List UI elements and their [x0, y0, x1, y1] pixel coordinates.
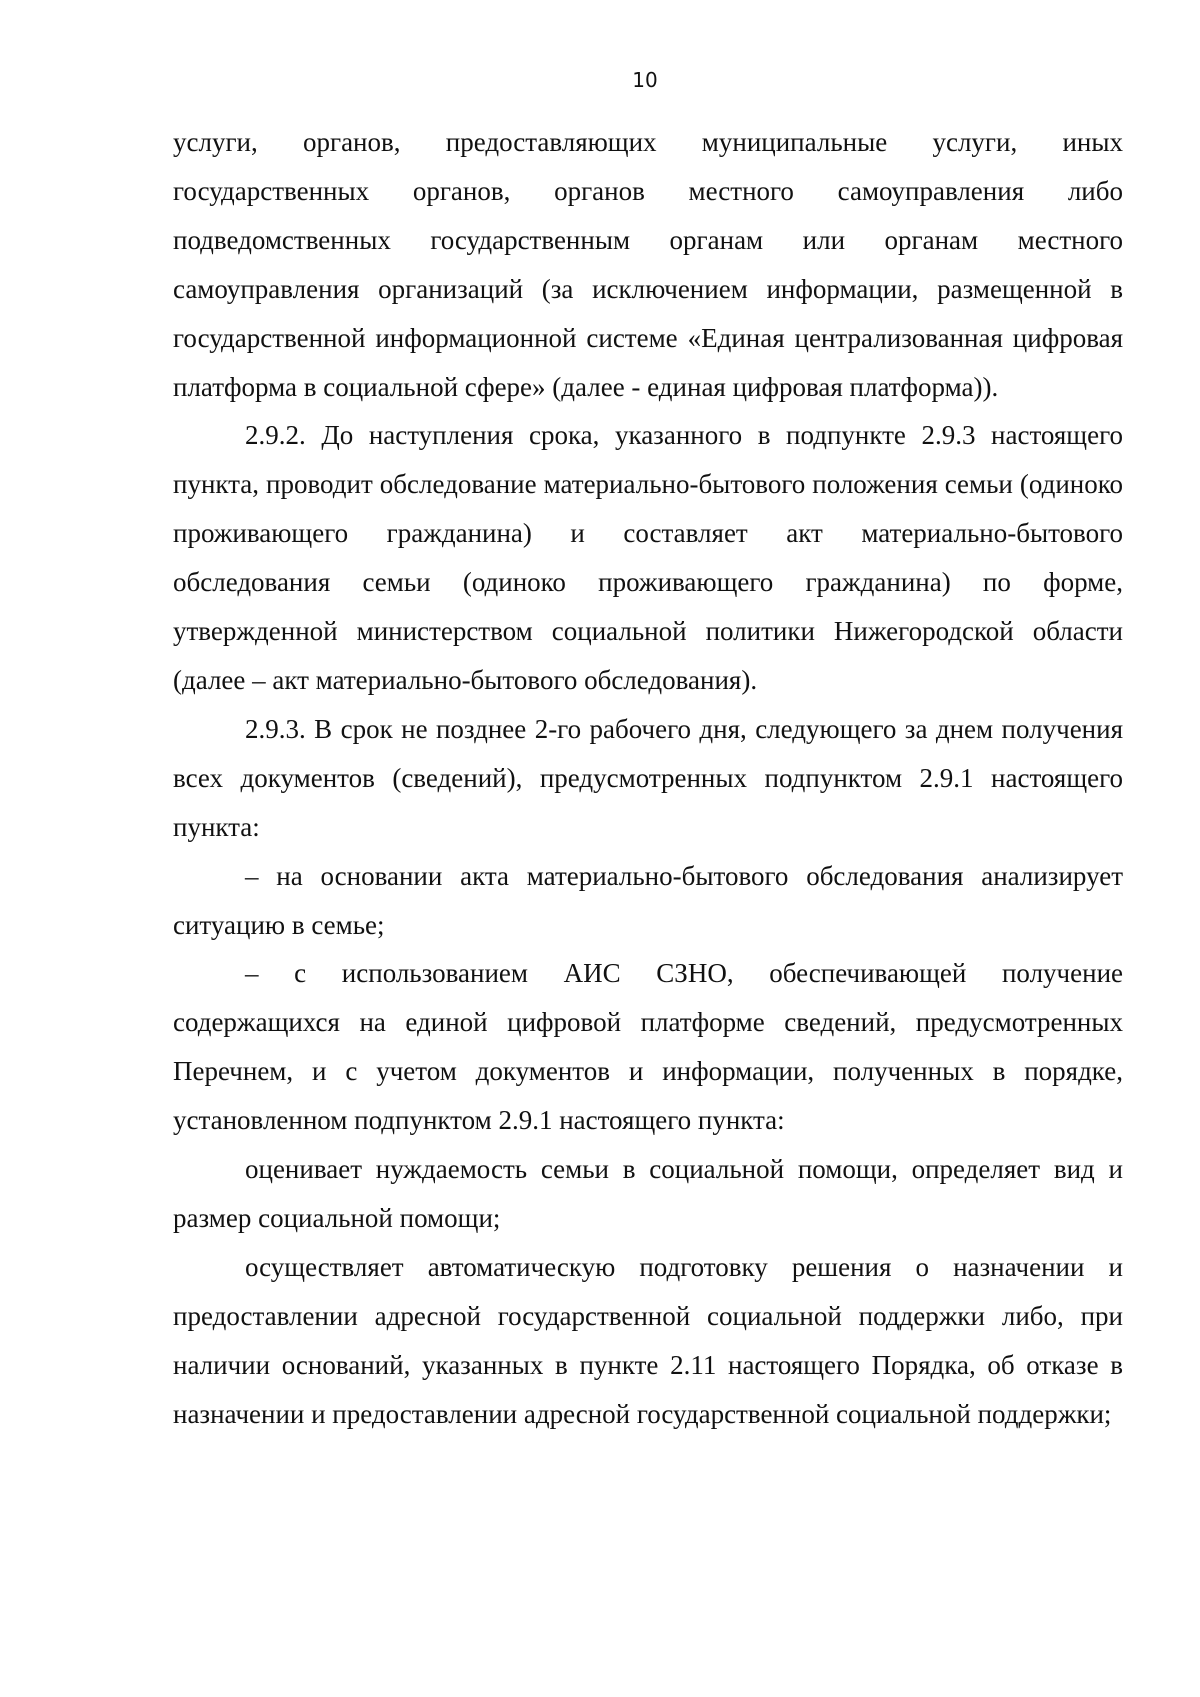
paragraph-assessment: оценивает нуждаемость семьи в социальной помощи, определяет вид и размер социальной помощи;	[173, 1154, 1123, 1233]
paragraph-2-9-2: 2.9.2. До наступления срока, указанного в подпункте 2.9.3 настоящего пункта, проводит обследование материально-бытового положения семьи (одиноко проживающего гражданина) и составляет акт материально-бытового обследования семьи (одиноко проживающего гражданина) по форме, утвержденной министерством социальной политики Нижегородской области (далее – акт материально-бытового обследования).	[173, 420, 1123, 695]
page-number: 10	[632, 68, 658, 92]
paragraph-continuation: услуги, органов, предоставляющих муниципальные услуги, иных государственных органов, органов местного самоуправления либо подведомственных государственным органам или органам местного самоуправления организаций (за исключением информации, размещенной в государственной информационной системе «Единая централизованная цифровая платформа в социальной сфере» (далее - единая цифровая платформа)).	[173, 127, 1123, 402]
paragraph-2-9-3: 2.9.3. В срок не позднее 2-го рабочего дня, следующего за днем получения всех документов (сведений), предусмотренных подпунктом 2.9.1 настоящего пункта:	[173, 713, 1123, 842]
list-item-ais-szno: – с использованием АИС СЗНО, обеспечивающей получение содержащихся на единой цифровой платформе сведений, предусмотренных Перечнем, и с учетом документов и информации, полученных в порядке, установленном подпунктом 2.9.1 настоящего пункта:	[173, 958, 1123, 1136]
paragraph-decision-preparation: осуществляет автоматическую подготовку решения о назначении и предоставлении адресной государственной социальной поддержки либо, при наличии оснований, указанных в пункте 2.11 настоящего Порядка, об отказе в назначении и предоставлении адресной государственной социальной поддержки;	[173, 1251, 1123, 1429]
document-body	[173, 118, 1123, 1438]
list-item-analysis: – на основании акта материально-бытового обследования анализирует ситуацию в семье;	[173, 860, 1123, 940]
